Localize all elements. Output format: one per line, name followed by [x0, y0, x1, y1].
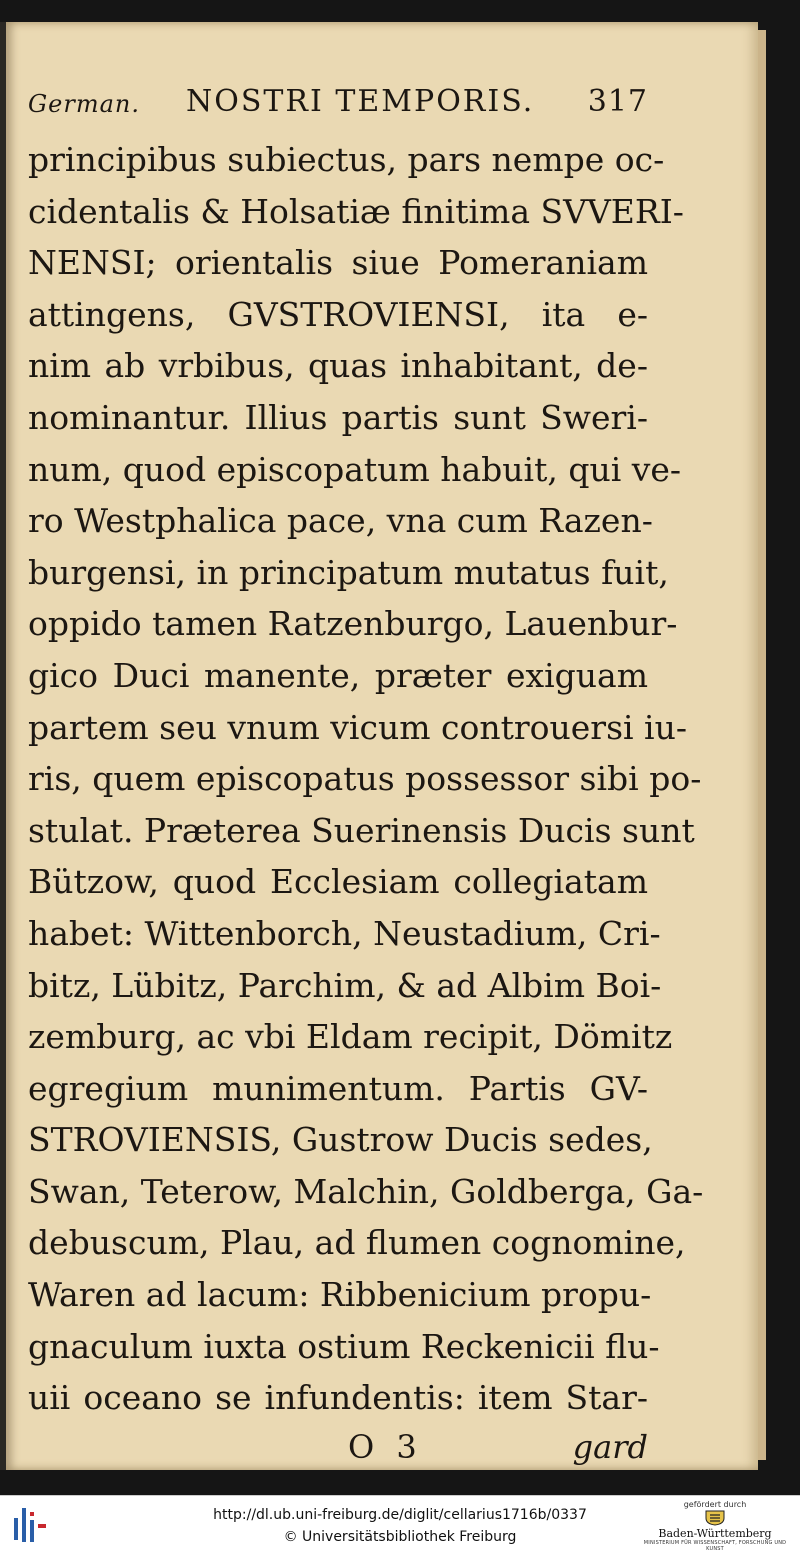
body-text — [28, 134, 704, 1424]
running-head — [28, 84, 648, 134]
text-line: gnaculum iuxta ostium Reckenicii flu- — [28, 1326, 660, 1366]
text-line: partem seu vnum vicum controuersi iu- — [28, 707, 688, 747]
text-line: cidentalis & Holsatiæ finitima SVVERI- — [28, 191, 684, 231]
text-line: Waren ad lacum: Ribbenicium propu- — [28, 1275, 652, 1315]
text-line: debuscum, Plau, ad flumen cognomine, — [28, 1223, 686, 1263]
text-line: STROVIENSIS, Gustrow Ducis sedes, — [28, 1120, 653, 1160]
text-line: Bützow, quod Ecclesiam collegiatam — [28, 862, 648, 902]
text-block — [28, 84, 704, 1478]
text-line: burgensi, in principatum mutatus fuit, — [28, 552, 669, 592]
coat-of-arms-icon — [704, 1510, 726, 1526]
running-head-left: German. — [28, 90, 140, 118]
sponsor-ministry: MINISTERIUM FÜR WISSENSCHAFT, FORSCHUNG UND KUNST — [643, 1540, 787, 1552]
text-line: zemburg, ac vbi Eldam recipit, Dömitz — [28, 1017, 673, 1057]
page-edge — [758, 30, 766, 1460]
text-line: uii oceano se infundentis: item Star- — [28, 1378, 648, 1418]
viewer-footer — [0, 1495, 800, 1553]
permalink-url[interactable]: http://dl.ub.uni-freiburg.de/diglit/cellarius1716b/0337 — [213, 1507, 587, 1523]
text-line: ro Westphalica pace, vna cum Razen- — [28, 501, 653, 541]
sponsor-block — [640, 1500, 790, 1552]
sponsor-funded-by: gefördert durch — [683, 1500, 747, 1509]
text-line: gico Duci manente, præter exiguam — [28, 655, 648, 695]
text-line: Swan, Teterow, Malchin, Goldberga, Ga- — [28, 1171, 704, 1211]
text-line: egregium munimentum. Partis GV- — [28, 1068, 648, 1108]
text-line: num, quod episcopatum habuit, qui ve- — [28, 449, 682, 489]
signature-mark: O 3 — [348, 1427, 423, 1466]
text-line: attingens, GVSTROVIENSI, ita e- — [28, 294, 648, 334]
text-line: nominantur. Illius partis sunt Sweri- — [28, 397, 648, 437]
text-line: habet: Wittenborch, Neustadium, Cri- — [28, 913, 661, 953]
text-line: oppido tamen Ratzenburgo, Lauenbur- — [28, 604, 678, 644]
catchword: gard — [572, 1427, 648, 1466]
text-line: NENSI; orientalis siue Pomeraniam — [28, 243, 648, 283]
catchline — [28, 1428, 648, 1478]
text-line: ris, quem episcopatus possessor sibi po- — [28, 759, 702, 799]
text-line: stulat. Præterea Suerinensis Ducis sunt — [28, 810, 695, 850]
copyright-notice: © Universitätsbibliothek Freiburg — [283, 1529, 517, 1545]
text-line: principibus subiectus, pars nempe oc- — [28, 140, 665, 179]
sponsor-name: Baden-Württemberg — [658, 1527, 772, 1540]
running-head-title: NOSTRI TEMPORIS. — [186, 84, 535, 119]
text-line: bitz, Lübitz, Parchim, & ad Albim Boi- — [28, 965, 662, 1005]
page-number: 317 — [587, 84, 648, 119]
text-line: nim ab vrbibus, quas inhabitant, de- — [28, 346, 648, 386]
